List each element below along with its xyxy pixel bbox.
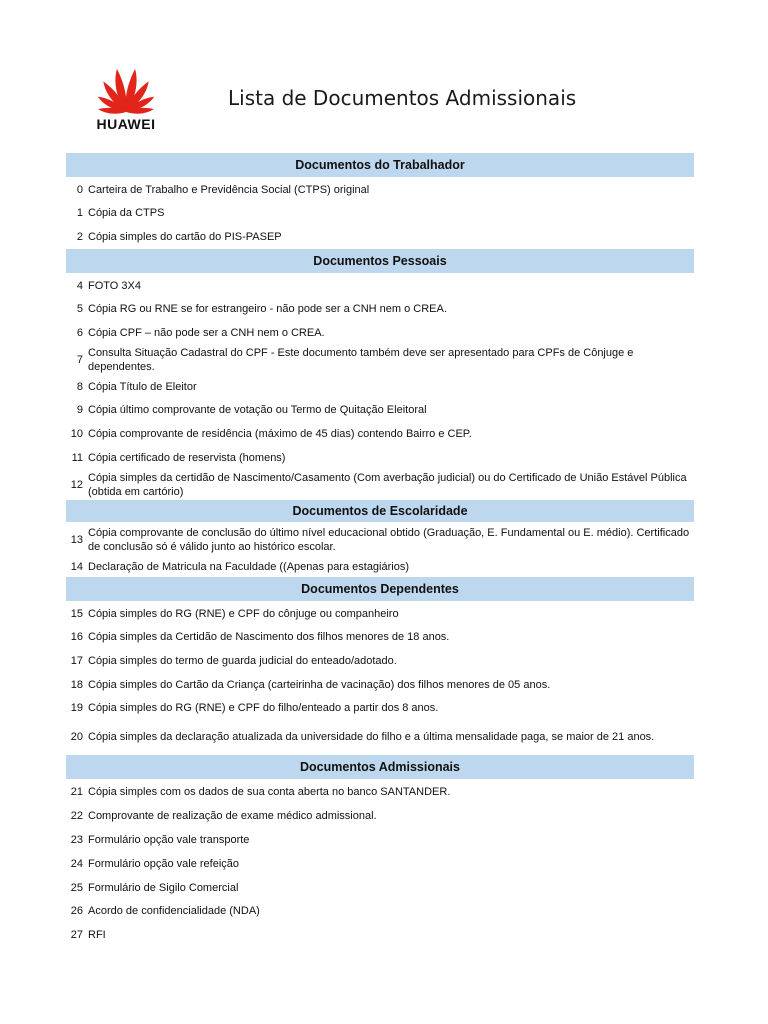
item-text: Cópia CPF – não pode ser a CNH nem o CREA.	[88, 326, 325, 339]
item-number: 0	[76, 183, 83, 196]
list-item	[66, 321, 694, 344]
item-number: 24	[70, 858, 83, 870]
item-text: Cópia comprovante de conclusão do último nível educacional obtido (Graduação, E. Fundamental ou E. médio). Certificado de conclusão só é válido junto ao histórico escolar.	[88, 526, 690, 553]
item-text: Carteira de Trabalho e Previdência Social (CTPS) original	[88, 183, 370, 196]
item-text: Cópia da CTPS	[88, 207, 165, 219]
item-text: Cópia último comprovante de votação ou Termo de Quitação Eleitoral	[88, 404, 427, 416]
item-text: Formulário de Sigilo Comercial	[88, 881, 239, 894]
item-text: Formulário opção vale refeição	[88, 858, 240, 870]
list-item	[66, 556, 694, 577]
page-title: Lista de Documentos Admissionais	[228, 86, 577, 110]
item-text: Cópia simples do cartão do PIS-PASEP	[88, 231, 282, 243]
item-text: Comprovante de realização de exame médico admissional.	[88, 810, 377, 822]
list-item	[66, 804, 694, 828]
section-header-trabalhador: Documentos do Trabalhador	[66, 153, 694, 177]
section-header-pessoais: Documentos Pessoais	[66, 249, 694, 273]
item-text: Cópia comprovante de residência (máximo de 45 dias) contendo Bairro e CEP.	[88, 428, 472, 440]
list-item	[66, 398, 694, 422]
item-text: Consulta Situação Cadastral do CPF - Este documento também deve ser apresentado para CPFs de Cônjuge e dependentes.	[88, 347, 634, 373]
item-text: Cópia simples da declaração atualizada da universidade do filho e a última mensalidade paga, se maior de 21 anos.	[88, 731, 655, 743]
list-item	[66, 697, 694, 719]
item-number: 27	[70, 929, 83, 941]
list-item	[66, 297, 694, 321]
list-item	[66, 225, 694, 249]
list-item	[66, 780, 694, 804]
list-item	[66, 876, 694, 899]
list-item	[66, 274, 694, 297]
list-item	[66, 649, 694, 673]
list-item	[66, 602, 694, 625]
item-number: 21	[70, 786, 83, 798]
list-item	[66, 344, 694, 376]
section-header-admissionais: Documentos Admissionais	[66, 755, 694, 779]
list-item	[66, 201, 694, 225]
list-item	[66, 899, 694, 923]
item-number: 20	[70, 731, 83, 743]
item-number: 16	[70, 631, 83, 643]
item-text: Cópia RG ou RNE se for estrangeiro - não pode ser a CNH nem o CREA.	[88, 303, 447, 315]
item-text: Cópia simples da certidão de Nascimento/Casamento (Com averbação judicial) ou do Certificado de União Estável Pública (obtida em cartório)	[88, 471, 687, 498]
item-number: 18	[70, 679, 83, 691]
list-item	[66, 376, 694, 398]
item-number: 11	[71, 451, 83, 464]
item-number: 5	[76, 303, 83, 315]
list-item	[66, 852, 694, 876]
item-number: 15	[70, 607, 83, 620]
item-text: Declaração de Matricula na Faculdade ((Apenas para estagiários)	[88, 560, 410, 573]
documents-table	[66, 153, 694, 947]
item-text: FOTO 3X4	[88, 279, 141, 292]
item-number: 23	[70, 834, 83, 846]
item-number: 9	[76, 404, 83, 416]
item-number: 13	[70, 533, 83, 546]
item-text: Cópia simples do Cartão da Criança (carteirinha de vacinação) dos filhos menores de 05 anos.	[88, 679, 551, 691]
huawei-wordmark: HUAWEI	[96, 116, 156, 132]
item-text: Formulário opção vale transporte	[88, 834, 250, 846]
item-number: 10	[70, 428, 83, 440]
item-text: Acordo de confidencialidade (NDA)	[88, 905, 260, 917]
item-number: 19	[70, 702, 83, 714]
item-number: 6	[76, 326, 83, 339]
list-item	[66, 719, 694, 755]
item-number: 8	[76, 381, 83, 393]
item-text: Cópia simples da Certidão de Nascimento dos filhos menores de 18 anos.	[88, 631, 450, 643]
item-text: Cópia certificado de reservista (homens)	[88, 451, 286, 464]
item-text: RFI	[88, 929, 106, 941]
list-item	[66, 178, 694, 201]
list-item	[66, 625, 694, 649]
item-number: 1	[76, 207, 83, 219]
list-item	[66, 446, 694, 469]
item-number: 25	[70, 881, 83, 894]
item-number: 7	[76, 354, 83, 366]
item-text: Cópia Título de Eleitor	[88, 381, 197, 393]
item-text: Cópia simples do RG (RNE) e CPF do cônjuge ou companheiro	[88, 607, 399, 620]
list-item	[66, 469, 694, 500]
section-header-escolaridade: Documentos de Escolaridade	[66, 500, 694, 522]
item-number: 12	[70, 478, 83, 491]
huawei-logo	[88, 66, 164, 134]
item-number: 26	[70, 905, 83, 917]
list-item	[66, 523, 694, 556]
list-item	[66, 828, 694, 852]
item-number: 22	[70, 810, 83, 822]
item-text: Cópia simples do RG (RNE) e CPF do filho/enteado a partir dos 8 anos.	[88, 702, 439, 714]
huawei-petals-icon	[88, 66, 164, 116]
item-number: 4	[76, 279, 83, 292]
item-number: 14	[70, 560, 83, 573]
list-item	[66, 923, 694, 947]
item-text: Cópia simples com os dados de sua conta aberta no banco SANTANDER.	[88, 786, 451, 798]
list-item	[66, 422, 694, 446]
item-text: Cópia simples do termo de guarda judicial do enteado/adotado.	[88, 655, 397, 667]
section-header-dependentes: Documentos Dependentes	[66, 577, 694, 601]
item-number: 17	[70, 655, 83, 667]
item-number: 2	[76, 231, 83, 243]
list-item	[66, 673, 694, 697]
